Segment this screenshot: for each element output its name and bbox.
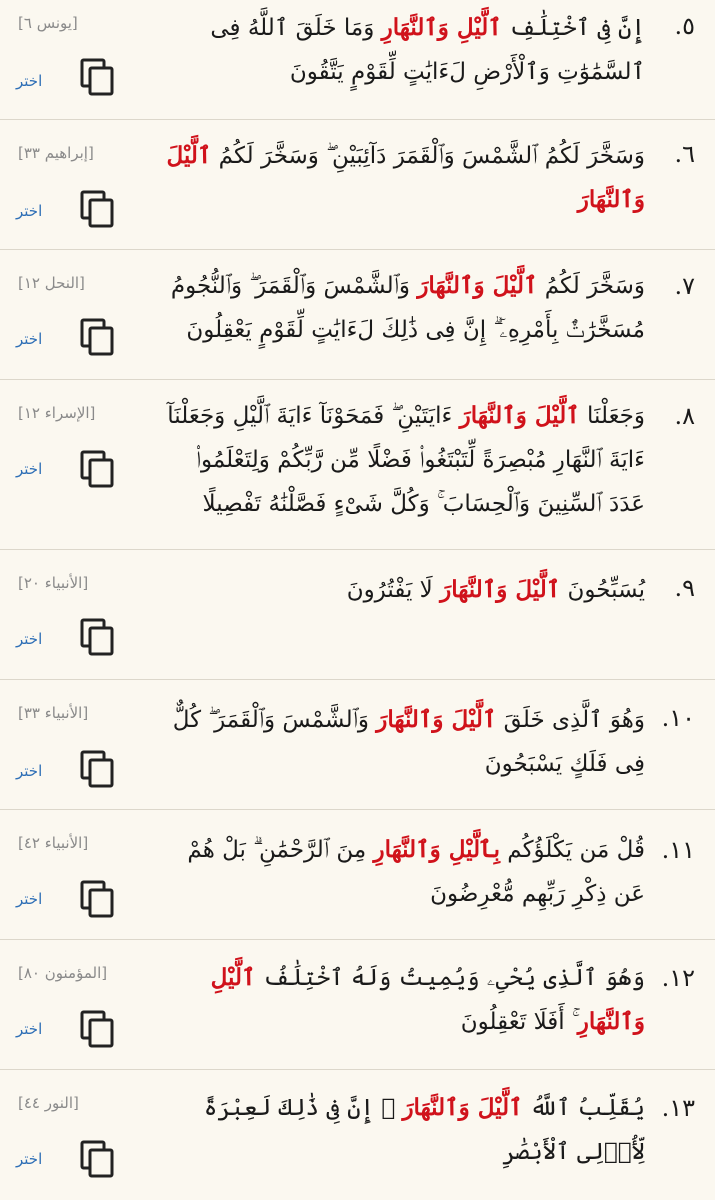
surah-reference: [الأنبياء ٤٢] (18, 834, 89, 852)
surah-reference: [الأنبياء ٢٠] (18, 574, 89, 592)
verse-number: ٥. (674, 12, 695, 40)
verse-card (0, 810, 715, 940)
highlighted-phrase: ٱلَّيْلَ وَٱلنَّهَارَ (440, 576, 561, 603)
verse-card (0, 0, 715, 120)
select-link[interactable]: اختر (16, 460, 43, 478)
copy-icon[interactable] (80, 190, 116, 230)
highlighted-phrase: ٱلَّيْلَ وَٱلنَّهَارَ (417, 272, 538, 299)
copy-icon[interactable] (80, 1010, 116, 1050)
select-link[interactable]: اختر (16, 630, 43, 648)
verse-card (0, 250, 715, 380)
highlighted-phrase: ٱلَّيْلَ وَٱلنَّهَارَ (376, 706, 497, 733)
select-link[interactable]: اختر (16, 762, 43, 780)
highlighted-phrase: ٱلَّيْلِ وَٱلنَّهَارِ (210, 964, 645, 1035)
verse-number: ٩. (674, 574, 695, 602)
copy-icon[interactable] (80, 58, 116, 98)
verse-card (0, 120, 715, 250)
surah-reference: [المؤمنون ٨٠] (18, 964, 108, 982)
select-link[interactable]: اختر (16, 72, 43, 90)
copy-icon[interactable] (80, 618, 116, 658)
copy-icon[interactable] (80, 880, 116, 920)
highlighted-phrase: ٱلَّيْلَ وَٱلنَّهَارَ (166, 142, 645, 213)
surah-reference: [الأنبياء ٣٣] (18, 704, 89, 722)
copy-icon[interactable] (80, 1140, 116, 1180)
verse-card (0, 1070, 715, 1200)
verse-number: ٧. (674, 272, 695, 300)
verse-number: ١١. (661, 836, 695, 864)
highlighted-phrase: ٱلَّيْلَ وَٱلنَّهَارَ (402, 1094, 523, 1121)
surah-reference: [النحل ١٢] (18, 274, 85, 292)
copy-icon[interactable] (80, 750, 116, 790)
verse-number: ١٣. (661, 1094, 695, 1122)
select-link[interactable]: اختر (16, 202, 43, 220)
highlighted-phrase: ٱلَّيْلَ وَٱلنَّهَارَ (459, 402, 580, 429)
verse-number: ٨. (674, 402, 695, 430)
verse-text[interactable]: يُقَلِّبُ ٱللَّهُ ٱلَّيْلَ وَٱلنَّهَارَ ۚ إِنَّ فِى ذَٰلِكَ لَعِبْرَةً لِّأُو۟لِى ٱلْأَبْصَٰرِ (203, 1094, 645, 1165)
verse-number: ٦. (674, 140, 695, 168)
verse-text[interactable]: وَهُوَ ٱلَّذِى يُحْىِۦ وَيُمِيتُ وَلَهُ ٱخْتِلَٰفُ ٱلَّيْلِ وَٱلنَّهَارِ ۚ أَفَلَا تَعْقِلُونَ (210, 964, 645, 1035)
verse-text[interactable]: إِنَّ فِى ٱخْتِلَٰفِ ٱلَّيْلِ وَٱلنَّهَارِ وَمَا خَلَقَ ٱللَّهُ فِى ٱلسَّمَٰوَٰتِ وَٱلْأَرْضِ لَءَايَٰتٍ لِّقَوْمٍ يَتَّقُونَ (210, 14, 645, 85)
verse-text[interactable]: وَسَخَّرَ لَكُمُ ٱلَّيْلَ وَٱلنَّهَارَ وَٱلشَّمْسَ وَٱلْقَمَرَ ۖ وَٱلنُّجُومُ مُسَخَّرَٰتٌۢ بِأَمْرِهِۦٓ ۗ إِنَّ فِى ذَٰلِكَ لَءَايَٰتٍ لِّقَوْمٍ يَعْقِلُونَ (170, 272, 645, 343)
select-link[interactable]: اختر (16, 330, 43, 348)
select-link[interactable]: اختر (16, 1150, 43, 1168)
surah-reference: [الإسراء ١٢] (18, 404, 96, 422)
copy-icon[interactable] (80, 318, 116, 358)
verse-text[interactable]: قُلْ مَن يَكْلَؤُكُم بِٱلَّيْلِ وَٱلنَّهَارِ مِنَ ٱلرَّحْمَٰنِ ۗ بَلْ هُمْ عَن ذِكْرِ رَبِّهِم مُّعْرِضُونَ (187, 836, 645, 907)
verse-card (0, 940, 715, 1070)
verse-card (0, 380, 715, 550)
highlighted-phrase: ٱلَّيْلِ وَٱلنَّهَارِ (381, 14, 502, 41)
verse-text[interactable]: وَسَخَّرَ لَكُمُ ٱلشَّمْسَ وَٱلْقَمَرَ دَآئِبَيْنِ ۖ وَسَخَّرَ لَكُمُ ٱلَّيْلَ وَٱلنَّهَارَ (166, 142, 645, 213)
verse-number: ١٠. (661, 704, 695, 732)
surah-reference: [يونس ٦] (18, 14, 78, 32)
verse-text[interactable]: وَجَعَلْنَا ٱلَّيْلَ وَٱلنَّهَارَ ءَايَتَيْنِ ۖ فَمَحَوْنَآ ءَايَةَ ٱلَّيْلِ وَجَعَلْنَآ ءَايَةَ ٱلنَّهَارِ مُبْصِرَةً لِّتَبْتَغُوا۟ فَضْلًا مِّن رَّبِّكُمْ وَلِتَعْلَمُوا۟ عَدَدَ ٱلسِّنِينَ وَٱلْحِسَابَ ۚ وَكُلَّ شَىْءٍ فَصَّلْنَٰهُ تَفْصِيلًا (167, 402, 645, 517)
surah-reference: [إبراهيم ٣٣] (18, 144, 94, 162)
verse-text[interactable]: وَهُوَ ٱلَّذِى خَلَقَ ٱلَّيْلَ وَٱلنَّهَارَ وَٱلشَّمْسَ وَٱلْقَمَرَ ۖ كُلٌّ فِى فَلَكٍ يَسْبَحُونَ (172, 706, 645, 777)
surah-reference: [النور ٤٤] (18, 1094, 79, 1112)
select-link[interactable]: اختر (16, 890, 43, 908)
copy-icon[interactable] (80, 450, 116, 490)
verse-text[interactable]: يُسَبِّحُونَ ٱلَّيْلَ وَٱلنَّهَارَ لَا يَفْتُرُونَ (346, 576, 645, 603)
verse-card (0, 550, 715, 680)
select-link[interactable]: اختر (16, 1020, 43, 1038)
verse-number: ١٢. (661, 964, 695, 992)
verse-card (0, 680, 715, 810)
highlighted-phrase: بِٱلَّيْلِ وَٱلنَّهَارِ (373, 836, 500, 863)
